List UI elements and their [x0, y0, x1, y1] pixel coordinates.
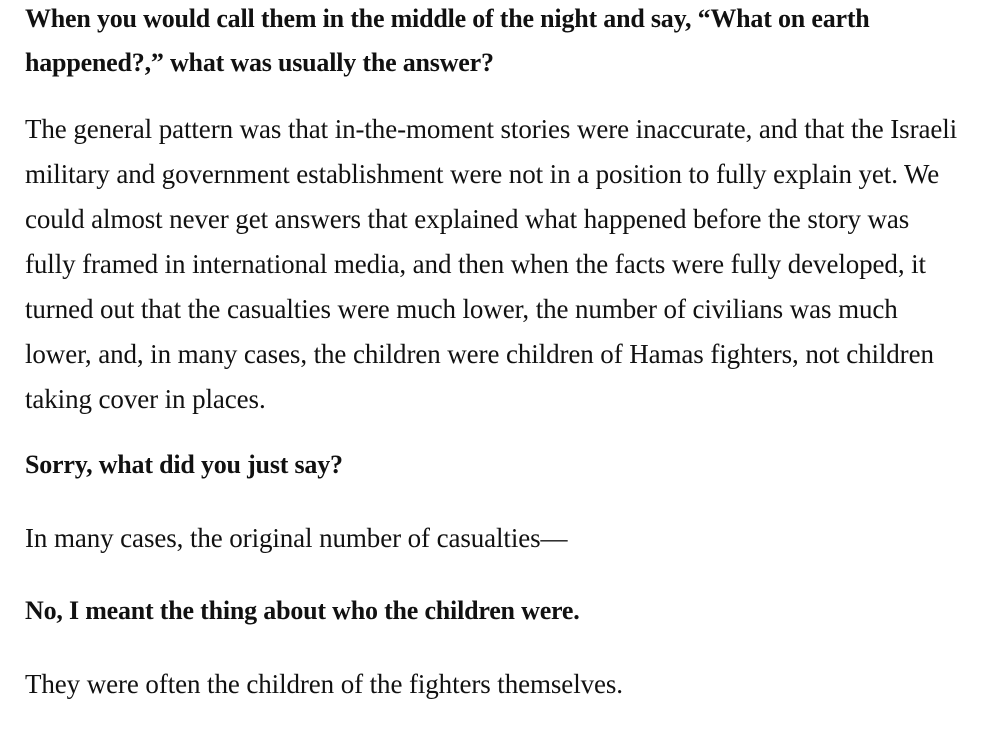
interview-answer: In many cases, the original number of casualties— [25, 523, 568, 553]
interview-question: No, I meant the thing about who the children were. [25, 596, 580, 625]
interview-question: Sorry, what did you just say? [25, 450, 343, 479]
interview-question: When you would call them in the middle of the night and say, “What on earth happened?,” what was usually the answer? [25, 4, 870, 77]
interview-answer: The general pattern was that in-the-moment stories were inaccurate, and that the Israeli military and government establishment were not in a position to fully explain yet. We could almost never get answers that explained what happened before the story was fully framed in international media, and then when the facts were fully developed, it turned out that the casualties were much lower, the number of civilians was much lower, and, in many cases, the children were children of Hamas fighters, not children taking cover in places. [25, 114, 958, 414]
interview-answer: They were often the children of the fighters themselves. [25, 669, 623, 699]
